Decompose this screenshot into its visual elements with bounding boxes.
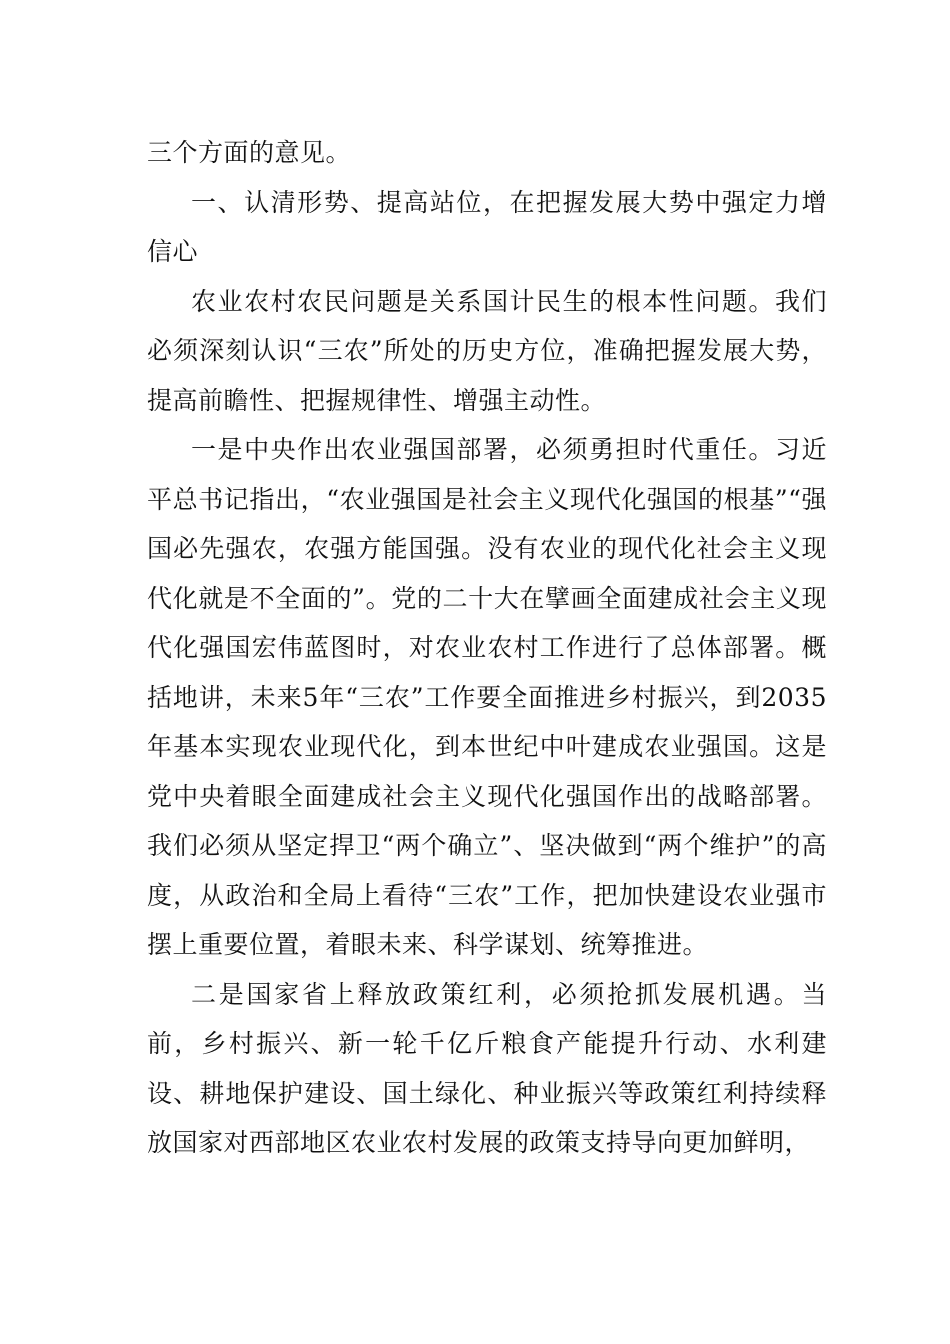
- paragraph-intro-ending: 三个方面的意见。: [147, 138, 352, 167]
- paragraph-point-one: 一是中央作出农业强国部署，必须勇担时代重任。习近平总书记指出，“农业强国是社会主义现代化强国的根基”“强国必先强农，农强方能国强。没有农业的现代化社会主义现代化就是不全面的”。党的二十大在擘画全面建成社会主义现代化强国宏伟蓝图时，对农业农村工作进行了总体部署。概括地讲，未来5年“三农”工作要全面推进乡村振兴，到2035年基本实现农业现代化，到本世纪中叶建成农业强国。这是党中央着眼全面建成社会主义现代化强国作出的战略部署。我们必须从坚定捍卫“两个确立”、坚决做到“两个维护”的高度，从政治和全局上看待“三农”工作，把加快建设农业强市摆上重要位置，着眼未来、科学谋划、统筹推进。: [147, 435, 827, 959]
- document-page: [147, 128, 827, 1168]
- paragraph-three-rural-issues: 农业农村农民问题是关系国计民生的根本性问题。我们必须深刻认识“三农”所处的历史方位，准确把握发展大势，提高前瞻性、把握规律性、增强主动性。: [147, 286, 827, 415]
- paragraph-point-two: 二是国家省上释放政策红利，必须抢抓发展机遇。当前，乡村振兴、新一轮千亿斤粮食产能提升行动、水利建设、耕地保护建设、国土绿化、种业振兴等政策红利持续释放国家对西部地区农业农村发展的政策支持导向更加鲜明，: [147, 979, 827, 1157]
- section-heading-one: 一、认清形势、提高站位，在把握发展大势中强定力增信心: [147, 187, 827, 266]
